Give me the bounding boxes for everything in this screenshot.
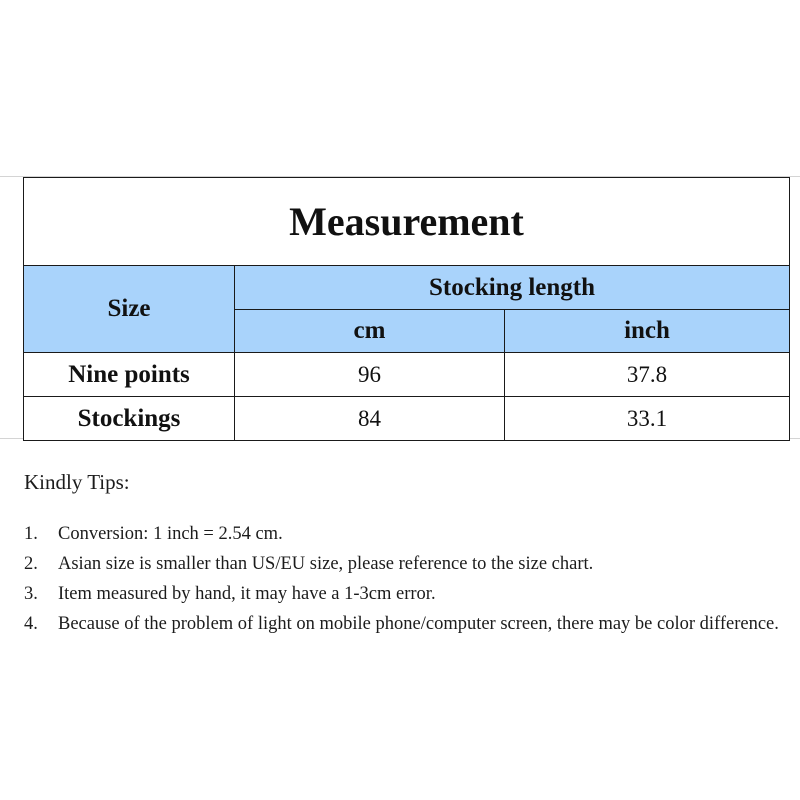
inch-value: 37.8 — [505, 353, 790, 397]
size-name: Stockings — [24, 397, 235, 441]
table-title: Measurement — [24, 178, 790, 266]
tips-section — [24, 470, 784, 639]
list-item — [24, 519, 784, 549]
cm-header: cm — [235, 310, 505, 353]
measurement-table — [23, 177, 790, 441]
tip-number: 1. — [24, 524, 38, 544]
tip-text: Conversion: 1 inch = 2.54 cm. — [58, 524, 283, 544]
title-row — [24, 178, 790, 266]
list-item — [24, 609, 784, 639]
tip-number: 2. — [24, 554, 38, 574]
list-item — [24, 579, 784, 609]
inch-header: inch — [505, 310, 790, 353]
tip-number: 4. — [24, 614, 38, 634]
inch-value: 33.1 — [505, 397, 790, 441]
list-item — [24, 549, 784, 579]
tips-heading: Kindly Tips: — [24, 470, 130, 494]
stocking-length-header: Stocking length — [235, 266, 790, 310]
table-row — [24, 353, 790, 397]
tip-number: 3. — [24, 584, 38, 604]
size-name: Nine points — [24, 353, 235, 397]
size-header: Size — [24, 266, 235, 353]
tips-list — [24, 519, 784, 639]
header-row — [24, 266, 790, 310]
tip-text: Asian size is smaller than US/EU size, please reference to the size chart. — [58, 554, 594, 574]
tip-text: Item measured by hand, it may have a 1-3cm error. — [58, 584, 436, 604]
table-row — [24, 397, 790, 441]
tip-text: Because of the problem of light on mobile phone/computer screen, there may be color difference. — [58, 614, 779, 634]
cm-value: 84 — [235, 397, 505, 441]
cm-value: 96 — [235, 353, 505, 397]
